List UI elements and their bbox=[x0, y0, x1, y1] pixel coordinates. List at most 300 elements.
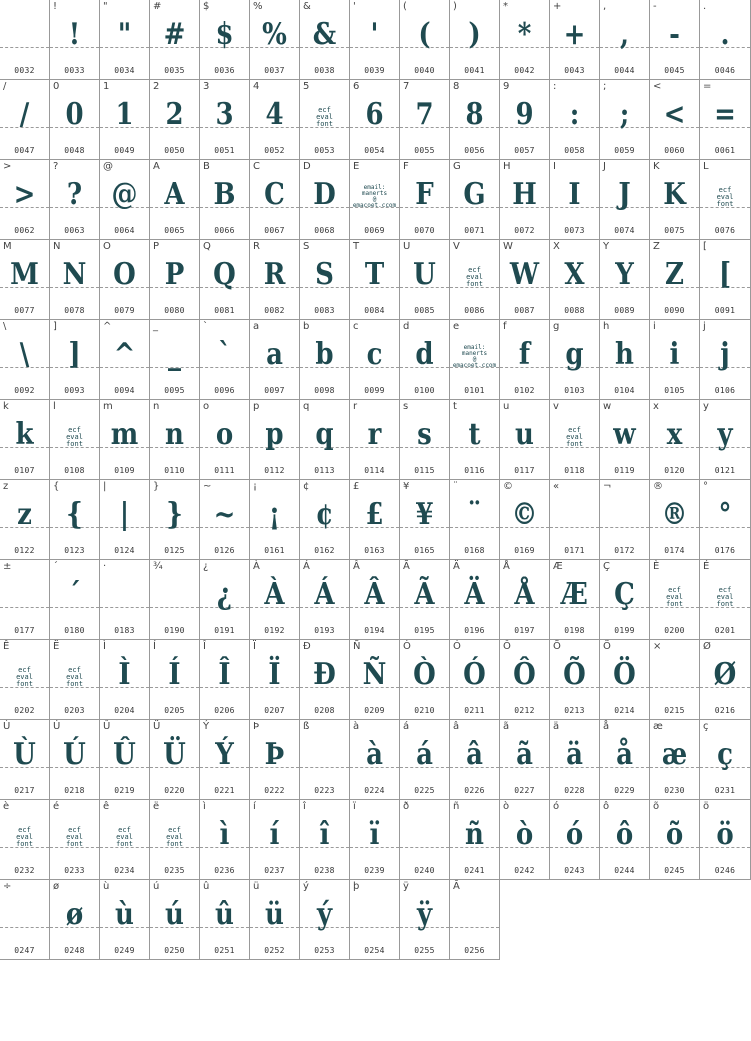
glyph-code: 0105 bbox=[664, 386, 685, 395]
glyph-sample: c bbox=[366, 337, 383, 373]
glyph-sample: g bbox=[565, 337, 584, 373]
glyph-sample: Ï bbox=[268, 657, 281, 693]
glyph-code: 0085 bbox=[414, 306, 435, 315]
glyph-cell bbox=[700, 480, 751, 560]
glyph-sample: ÿ bbox=[416, 897, 433, 933]
glyph-code: 0126 bbox=[214, 546, 235, 555]
glyph-key-label: 0 bbox=[53, 81, 60, 92]
glyph-key-label: ¿ bbox=[203, 561, 209, 572]
glyph-sample: ö bbox=[716, 817, 734, 853]
glyph-cell bbox=[500, 80, 550, 160]
glyph-cell bbox=[0, 80, 50, 160]
glyph-cell bbox=[100, 320, 150, 400]
glyph-code: 0251 bbox=[214, 946, 235, 955]
glyph-cell bbox=[250, 480, 300, 560]
glyph-key-label: . bbox=[703, 1, 707, 12]
glyph-key-label: { bbox=[53, 481, 60, 492]
glyph-code: 0123 bbox=[64, 546, 85, 555]
glyph-key-label: u bbox=[503, 401, 510, 412]
glyph-code: 0162 bbox=[314, 546, 335, 555]
glyph-cell bbox=[0, 320, 50, 400]
glyph-code: 0072 bbox=[514, 226, 535, 235]
glyph-key-label: î bbox=[303, 801, 306, 812]
glyph-cell bbox=[350, 160, 400, 240]
glyph-key-label: ù bbox=[103, 881, 110, 892]
glyph-sample: Ô bbox=[513, 657, 536, 693]
glyph-key-label: : bbox=[553, 81, 557, 92]
glyph-code: 0238 bbox=[314, 866, 335, 875]
glyph-sample: o bbox=[215, 417, 234, 453]
glyph-key-label: * bbox=[503, 1, 508, 12]
placeholder-glyph: ecf eval font bbox=[166, 826, 183, 848]
glyph-sample: B bbox=[213, 177, 236, 213]
glyph-code: 0183 bbox=[114, 626, 135, 635]
glyph-key-label: Â bbox=[353, 561, 360, 572]
glyph-code: 0078 bbox=[64, 306, 85, 315]
glyph-sample: h bbox=[615, 337, 634, 373]
glyph-sample: p bbox=[265, 417, 284, 453]
glyph-sample: ý bbox=[316, 897, 333, 933]
glyph-cell bbox=[0, 480, 50, 560]
glyph-code: 0033 bbox=[64, 66, 85, 75]
glyph-key-label: ? bbox=[53, 161, 59, 172]
glyph-key-label: È bbox=[653, 561, 660, 572]
glyph-cell bbox=[50, 0, 100, 80]
glyph-sample: C bbox=[264, 177, 285, 213]
glyph-code: 0048 bbox=[64, 146, 85, 155]
glyph-cell bbox=[600, 800, 650, 880]
glyph-code: 0117 bbox=[514, 466, 535, 475]
glyph-sample: Î bbox=[218, 657, 231, 693]
glyph-sample: 0 bbox=[65, 97, 84, 133]
glyph-cell bbox=[100, 800, 150, 880]
glyph-cell bbox=[450, 160, 500, 240]
glyph-code: 0169 bbox=[514, 546, 535, 555]
baseline-guide bbox=[450, 927, 499, 928]
glyph-cell bbox=[150, 560, 200, 640]
glyph-code: 0067 bbox=[264, 226, 285, 235]
glyph-key-label: · bbox=[103, 561, 107, 572]
glyph-sample: 9 bbox=[515, 97, 534, 133]
glyph-code: 0180 bbox=[64, 626, 85, 635]
glyph-key-label: A bbox=[153, 161, 160, 172]
glyph-code: 0198 bbox=[564, 626, 585, 635]
glyph-sample: ; bbox=[619, 97, 630, 133]
glyph-code: 0107 bbox=[14, 466, 35, 475]
glyph-cell bbox=[300, 560, 350, 640]
glyph-cell bbox=[500, 640, 550, 720]
glyph-sample: M bbox=[10, 257, 39, 293]
glyph-cell bbox=[350, 880, 400, 960]
glyph-code: 0202 bbox=[14, 706, 35, 715]
glyph-key-label: + bbox=[553, 1, 562, 12]
glyph-cell bbox=[550, 240, 600, 320]
glyph-key-label: Ä bbox=[453, 561, 460, 572]
glyph-code: 0215 bbox=[664, 706, 685, 715]
glyph-cell bbox=[300, 720, 350, 800]
glyph-key-label: & bbox=[303, 1, 311, 12]
glyph-key-label: ó bbox=[553, 801, 560, 812]
glyph-key-label: ¥ bbox=[403, 481, 410, 492]
glyph-sample: b bbox=[315, 337, 334, 373]
glyph-sample: G bbox=[463, 177, 486, 213]
glyph-sample: D bbox=[313, 177, 336, 213]
glyph-cell bbox=[650, 80, 700, 160]
glyph-code: 0121 bbox=[714, 466, 736, 475]
glyph-code: 0235 bbox=[164, 866, 185, 875]
glyph-cell bbox=[450, 640, 500, 720]
glyph-cell bbox=[550, 800, 600, 880]
glyph-code: 0216 bbox=[714, 706, 736, 715]
glyph-cell bbox=[350, 640, 400, 720]
placeholder-glyph: ecf eval font bbox=[566, 426, 583, 448]
glyph-key-label: Õ bbox=[553, 641, 561, 652]
glyph-key-label: è bbox=[3, 801, 10, 812]
glyph-key-label: Ü bbox=[153, 721, 161, 732]
glyph-cell bbox=[700, 640, 751, 720]
baseline-guide bbox=[100, 607, 149, 608]
glyph-key-label: Ú bbox=[53, 721, 61, 732]
glyph-sample: X bbox=[564, 257, 585, 293]
glyph-code: 0193 bbox=[314, 626, 335, 635]
glyph-sample: _ bbox=[168, 337, 181, 373]
glyph-cell bbox=[200, 240, 250, 320]
glyph-cell bbox=[700, 320, 751, 400]
glyph-key-label: @ bbox=[103, 161, 113, 172]
glyph-code: 0099 bbox=[364, 386, 385, 395]
glyph-cell bbox=[250, 880, 300, 960]
glyph-cell bbox=[450, 240, 500, 320]
glyph-key-label: ò bbox=[503, 801, 510, 812]
glyph-code: 0161 bbox=[264, 546, 285, 555]
glyph-code: 0255 bbox=[414, 946, 435, 955]
glyph-code: 0206 bbox=[214, 706, 235, 715]
glyph-key-label: $ bbox=[203, 1, 210, 12]
glyph-cell bbox=[250, 80, 300, 160]
glyph-cell bbox=[700, 0, 751, 80]
glyph-sample: s bbox=[417, 417, 432, 453]
glyph-cell bbox=[200, 560, 250, 640]
glyph-sample: ù bbox=[115, 897, 134, 933]
glyph-sample: ' bbox=[370, 17, 379, 53]
glyph-code: 0197 bbox=[514, 626, 535, 635]
glyph-code: 0177 bbox=[14, 626, 35, 635]
glyph-cell bbox=[600, 0, 650, 80]
glyph-sample: ] bbox=[68, 337, 81, 373]
glyph-sample: í bbox=[269, 817, 280, 853]
glyph-sample: Û bbox=[113, 737, 136, 773]
glyph-key-label: ¾ bbox=[153, 561, 163, 572]
glyph-code: 0075 bbox=[664, 226, 685, 235]
glyph-cell bbox=[450, 880, 500, 960]
glyph-sample: 2 bbox=[165, 97, 184, 133]
glyph-key-label: ® bbox=[653, 481, 663, 492]
glyph-code: 0219 bbox=[114, 786, 135, 795]
glyph-key-label: _ bbox=[153, 321, 158, 332]
glyph-code: 0208 bbox=[314, 706, 335, 715]
glyph-key-label: % bbox=[253, 1, 263, 12]
glyph-cell bbox=[150, 640, 200, 720]
glyph-sample: P bbox=[164, 257, 185, 293]
glyph-cell bbox=[350, 480, 400, 560]
glyph-key-label: E bbox=[353, 161, 360, 172]
glyph-key-label: ! bbox=[53, 1, 58, 12]
glyph-sample: " bbox=[117, 17, 132, 53]
glyph-key-label: ( bbox=[403, 1, 407, 12]
glyph-key-label: Å bbox=[503, 561, 510, 572]
glyph-cell bbox=[550, 0, 600, 80]
glyph-sample: i bbox=[669, 337, 680, 373]
placeholder-glyph: email: manerts @ emacoet.ccom bbox=[352, 184, 397, 209]
glyph-cell bbox=[100, 720, 150, 800]
glyph-key-label: w bbox=[603, 401, 612, 412]
glyph-cell bbox=[150, 720, 200, 800]
glyph-key-label: N bbox=[53, 241, 61, 252]
glyph-key-label: © bbox=[503, 481, 513, 492]
glyph-key-label: q bbox=[303, 401, 310, 412]
glyph-code: 0070 bbox=[414, 226, 435, 235]
glyph-cell bbox=[400, 800, 450, 880]
glyph-code: 0046 bbox=[714, 66, 736, 75]
glyph-code: 0120 bbox=[664, 466, 685, 475]
glyph-code: 0227 bbox=[514, 786, 535, 795]
glyph-code: 0243 bbox=[564, 866, 585, 875]
glyph-code: 0094 bbox=[114, 386, 135, 395]
glyph-sample: ~ bbox=[213, 497, 236, 533]
glyph-key-label: ± bbox=[3, 561, 12, 572]
glyph-key-label: C bbox=[253, 161, 260, 172]
glyph-code: 0050 bbox=[164, 146, 185, 155]
glyph-key-label: â bbox=[453, 721, 460, 732]
glyph-cell bbox=[300, 800, 350, 880]
glyph-key-label: v bbox=[553, 401, 559, 412]
glyph-code: 0174 bbox=[664, 546, 685, 555]
glyph-key-label: Þ bbox=[253, 721, 260, 732]
glyph-code: 0252 bbox=[264, 946, 285, 955]
glyph-key-label: ´ bbox=[53, 561, 58, 572]
glyph-cell bbox=[600, 240, 650, 320]
glyph-cell bbox=[100, 640, 150, 720]
glyph-cell bbox=[450, 800, 500, 880]
glyph-cell bbox=[400, 880, 450, 960]
glyph-sample: . bbox=[720, 17, 730, 53]
glyph-key-label: ¢ bbox=[303, 481, 310, 492]
glyph-cell bbox=[450, 400, 500, 480]
glyph-key-label: ^ bbox=[103, 321, 112, 332]
glyph-code: 0060 bbox=[664, 146, 685, 155]
glyph-code: 0068 bbox=[314, 226, 335, 235]
glyph-cell bbox=[650, 480, 700, 560]
glyph-cell bbox=[400, 480, 450, 560]
glyph-sample: 4 bbox=[265, 97, 284, 133]
glyph-key-label: ã bbox=[503, 721, 510, 732]
glyph-sample: à bbox=[366, 737, 383, 773]
glyph-key-label: ' bbox=[353, 1, 356, 12]
glyph-key-label: × bbox=[653, 641, 662, 652]
glyph-cell bbox=[550, 160, 600, 240]
glyph-sample: n bbox=[165, 417, 184, 453]
placeholder-glyph: ecf eval font bbox=[66, 826, 83, 848]
glyph-key-label: Ö bbox=[603, 641, 611, 652]
glyph-cell bbox=[400, 320, 450, 400]
glyph-cell bbox=[150, 240, 200, 320]
glyph-code: 0090 bbox=[664, 306, 685, 315]
glyph-code: 0036 bbox=[214, 66, 235, 75]
glyph-cell bbox=[350, 320, 400, 400]
glyph-sample: ï bbox=[369, 817, 380, 853]
glyph-cell bbox=[150, 320, 200, 400]
glyph-cell bbox=[400, 560, 450, 640]
glyph-key-label: ø bbox=[53, 881, 60, 892]
glyph-cell bbox=[300, 320, 350, 400]
glyph-key-label: l bbox=[53, 401, 56, 412]
glyph-key-label: Ç bbox=[603, 561, 610, 572]
glyph-cell bbox=[100, 80, 150, 160]
glyph-cell bbox=[350, 80, 400, 160]
glyph-cell bbox=[100, 880, 150, 960]
glyph-sample: Í bbox=[168, 657, 181, 693]
glyph-cell bbox=[600, 320, 650, 400]
glyph-key-label: ¨ bbox=[453, 481, 458, 492]
glyph-code: 0248 bbox=[64, 946, 85, 955]
glyph-key-label: Ý bbox=[203, 721, 210, 732]
glyph-sample: N bbox=[62, 257, 87, 293]
glyph-code: 0230 bbox=[664, 786, 685, 795]
glyph-sample: Ò bbox=[413, 657, 436, 693]
glyph-code: 0086 bbox=[464, 306, 485, 315]
glyph-code: 0039 bbox=[364, 66, 385, 75]
glyph-sample: O bbox=[113, 257, 136, 293]
glyph-code: 0112 bbox=[264, 466, 285, 475]
glyph-cell bbox=[600, 160, 650, 240]
glyph-key-label: } bbox=[153, 481, 160, 492]
glyph-sample: m bbox=[110, 417, 139, 453]
glyph-code: 0069 bbox=[364, 226, 385, 235]
glyph-sample: + bbox=[563, 17, 586, 53]
glyph-sample: ! bbox=[68, 17, 81, 53]
glyph-key-label: 7 bbox=[403, 81, 410, 92]
glyph-code: 0061 bbox=[714, 146, 736, 155]
glyph-key-label: 3 bbox=[203, 81, 210, 92]
glyph-code: 0098 bbox=[314, 386, 335, 395]
glyph-key-label: e bbox=[453, 321, 460, 332]
glyph-sample: ú bbox=[165, 897, 184, 933]
glyph-cell bbox=[200, 80, 250, 160]
glyph-sample: = bbox=[714, 97, 736, 133]
glyph-key-label: õ bbox=[653, 801, 660, 812]
glyph-sample: ç bbox=[717, 737, 733, 773]
glyph-cell bbox=[100, 400, 150, 480]
glyph-code: 0253 bbox=[314, 946, 335, 955]
glyph-sample: S bbox=[315, 257, 334, 293]
glyph-code: 0097 bbox=[264, 386, 285, 395]
glyph-sample: â bbox=[466, 737, 483, 773]
glyph-cell bbox=[700, 80, 751, 160]
glyph-cell bbox=[250, 800, 300, 880]
glyph-code: 0102 bbox=[514, 386, 535, 395]
glyph-sample: K bbox=[663, 177, 686, 213]
glyph-sample: d bbox=[415, 337, 434, 373]
glyph-cell bbox=[700, 720, 751, 800]
glyph-sample: ó bbox=[565, 817, 584, 853]
glyph-sample: Y bbox=[615, 257, 634, 293]
glyph-code: 0212 bbox=[514, 706, 535, 715]
glyph-cell bbox=[350, 720, 400, 800]
glyph-key-label: ] bbox=[53, 321, 57, 332]
glyph-cell bbox=[350, 800, 400, 880]
glyph-cell bbox=[500, 480, 550, 560]
glyph-code: 0171 bbox=[564, 546, 585, 555]
placeholder-glyph: ecf eval font bbox=[66, 426, 83, 448]
glyph-sample: [ bbox=[718, 257, 732, 293]
glyph-sample: ø bbox=[65, 897, 84, 933]
glyph-sample: û bbox=[215, 897, 234, 933]
glyph-sample: © bbox=[511, 497, 538, 533]
glyph-sample: J bbox=[618, 177, 631, 213]
glyph-key-label: t bbox=[453, 401, 457, 412]
glyph-cell bbox=[350, 400, 400, 480]
glyph-key-label: X bbox=[553, 241, 560, 252]
glyph-sample: Ð bbox=[313, 657, 336, 693]
glyph-key-label: Ð bbox=[303, 641, 311, 652]
glyph-key-label: í bbox=[253, 801, 256, 812]
glyph-code: 0052 bbox=[264, 146, 285, 155]
glyph-sample: î bbox=[319, 817, 330, 853]
glyph-code: 0037 bbox=[264, 66, 285, 75]
glyph-cell bbox=[400, 160, 450, 240]
placeholder-glyph: ecf eval font bbox=[716, 586, 734, 608]
glyph-key-label: O bbox=[103, 241, 111, 252]
glyph-key-label: à bbox=[353, 721, 360, 732]
glyph-code: 0096 bbox=[214, 386, 235, 395]
glyph-cell bbox=[200, 320, 250, 400]
glyph-code: 0205 bbox=[164, 706, 185, 715]
glyph-cell bbox=[150, 400, 200, 480]
glyph-code: 0228 bbox=[564, 786, 585, 795]
glyph-code: 0223 bbox=[314, 786, 335, 795]
glyph-cell bbox=[150, 160, 200, 240]
glyph-sample: ^ bbox=[113, 337, 136, 373]
glyph-key-label: ¬ bbox=[603, 481, 612, 492]
glyph-code: 0074 bbox=[614, 226, 635, 235]
placeholder-glyph: ecf eval font bbox=[116, 826, 133, 848]
glyph-sample: Ó bbox=[463, 657, 486, 693]
glyph-code: 0224 bbox=[364, 786, 385, 795]
glyph-cell bbox=[500, 720, 550, 800]
glyph-key-label: Î bbox=[203, 641, 206, 652]
glyph-key-label: Q bbox=[203, 241, 211, 252]
glyph-key-label: " bbox=[103, 1, 108, 12]
glyph-code: 0191 bbox=[214, 626, 235, 635]
glyph-key-label: Ò bbox=[403, 641, 411, 652]
glyph-sample: ´ bbox=[68, 577, 81, 613]
glyph-code: 0058 bbox=[564, 146, 585, 155]
glyph-sample: ¨ bbox=[468, 497, 481, 533]
glyph-key-label: y bbox=[703, 401, 709, 412]
glyph-code: 0034 bbox=[114, 66, 135, 75]
glyph-key-label: m bbox=[103, 401, 113, 412]
placeholder-glyph: ecf eval font bbox=[16, 826, 33, 848]
glyph-cell bbox=[50, 800, 100, 880]
glyph-key-label: 8 bbox=[453, 81, 460, 92]
glyph-key-label: ç bbox=[703, 721, 709, 732]
glyph-cell bbox=[100, 0, 150, 80]
glyph-sample: k bbox=[15, 417, 34, 453]
glyph-key-label: ` bbox=[203, 321, 208, 332]
glyph-code: 0225 bbox=[414, 786, 435, 795]
glyph-code: 0103 bbox=[564, 386, 585, 395]
glyph-cell bbox=[550, 320, 600, 400]
